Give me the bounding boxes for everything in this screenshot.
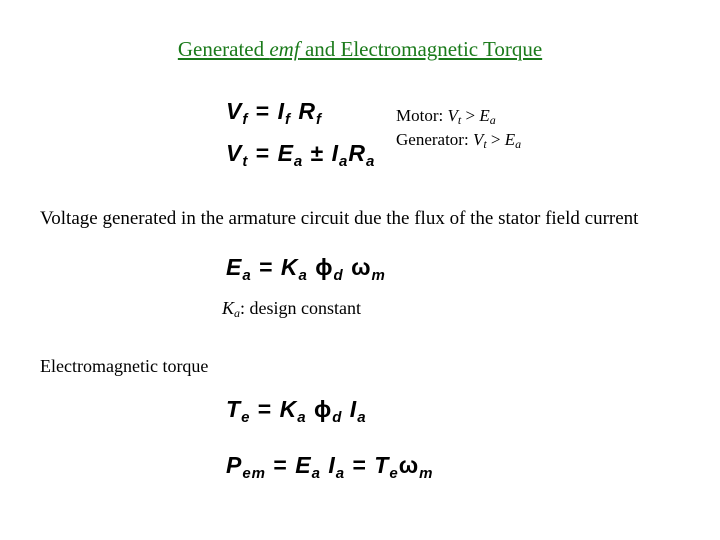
equation-torque: $T_e = K_a$ $\phi_d$ $I_a$ bbox=[226, 396, 367, 426]
motor-condition: Motor: $V_t > E_a$ bbox=[396, 106, 496, 127]
equation-field-voltage: $V_f = I_f$ $R_f$ bbox=[226, 98, 322, 128]
equation-power: $P_{em} = E_a$ $I_a = T_e\omega_m$ bbox=[226, 452, 434, 482]
generator-condition: Generator: $V_t > E_a$ bbox=[396, 130, 522, 151]
slide-title bbox=[0, 37, 720, 62]
equation-generated-emf: $E_a = K_a$ $\phi_d$ $\omega_m$ bbox=[226, 254, 386, 284]
torque-heading: Electromagnetic torque bbox=[40, 356, 209, 376]
title-suffix: and Electromagnetic Torque bbox=[299, 37, 543, 61]
title-prefix: Generated bbox=[177, 37, 270, 61]
voltage-description: Voltage generated in the armature circuit due the flux of the stator field current bbox=[40, 208, 639, 229]
title-emf: emf bbox=[269, 37, 300, 61]
equation-terminal-voltage: $V_t = E_a \pm I_aR_a$ bbox=[226, 140, 376, 170]
ka-definition: $K_a$: design constant bbox=[222, 298, 361, 320]
